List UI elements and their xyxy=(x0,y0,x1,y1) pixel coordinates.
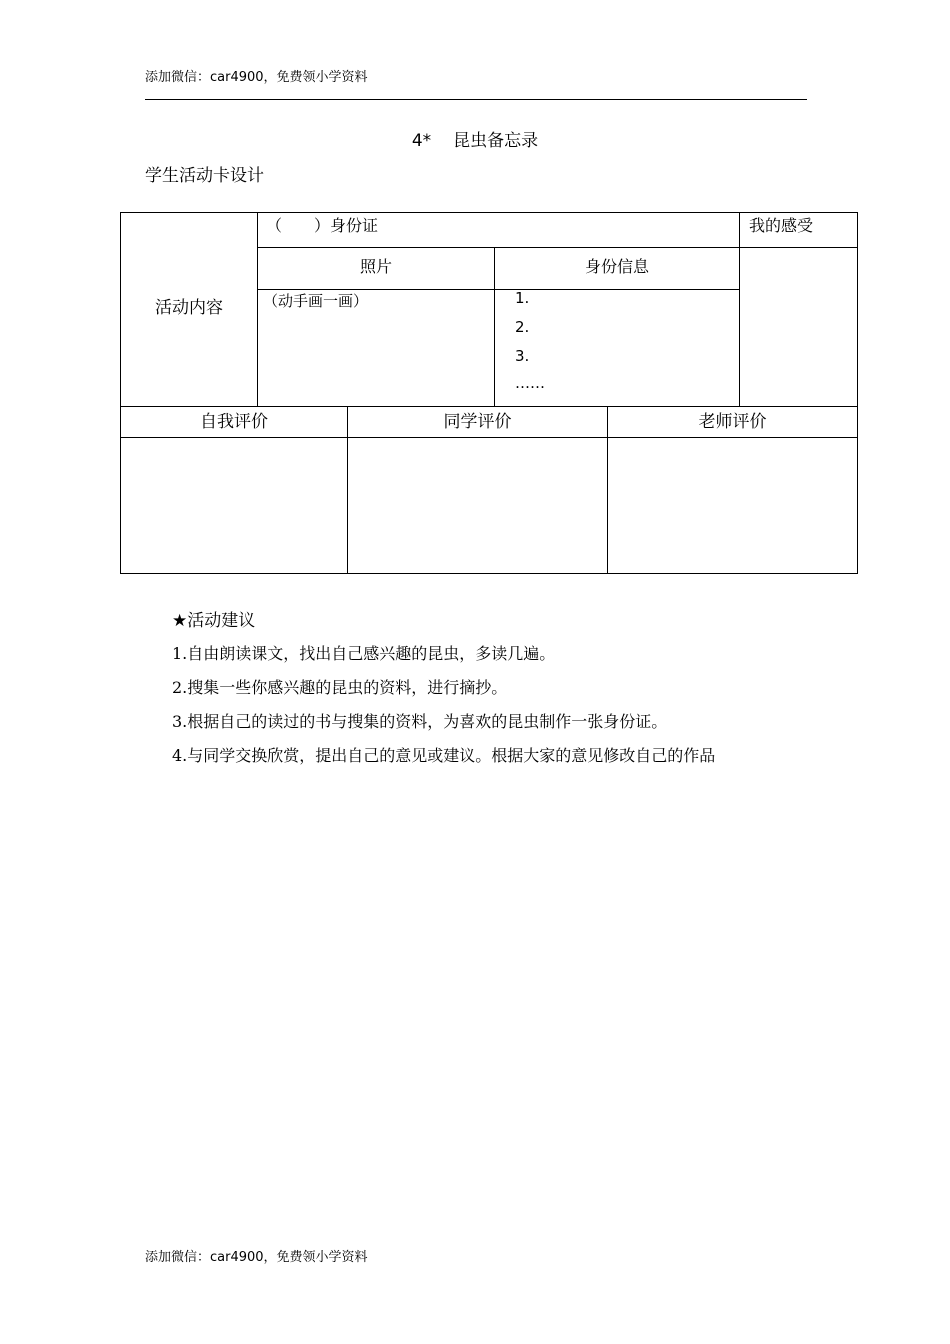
table-divider xyxy=(257,247,858,248)
suggestion-item: 2.搜集一些你感兴趣的昆虫的资料，进行摘抄。 xyxy=(172,678,508,697)
info-item: …… xyxy=(515,374,545,392)
info-item: 1. xyxy=(515,289,530,307)
suggestions-title: ★活动建议 xyxy=(172,611,256,631)
page-title xyxy=(0,126,950,151)
table-border-bottom xyxy=(120,573,858,574)
footer-note: 添加微信：car4900，免费领小学资料 xyxy=(145,1250,368,1265)
table-border-left xyxy=(120,212,121,574)
feelings-label: 我的感受 xyxy=(749,216,814,235)
eval-self-label: 自我评价 xyxy=(200,412,268,432)
lesson-number: 4* xyxy=(411,131,432,151)
page-subtitle: 学生活动卡设计 xyxy=(145,166,264,186)
info-item: 3. xyxy=(515,347,530,365)
header-divider xyxy=(145,99,807,100)
photo-label: 照片 xyxy=(359,257,392,276)
suggestion-item: 1.自由朗读课文，找出自己感兴趣的昆虫，多读几遍。 xyxy=(172,644,556,663)
header-note: 添加微信：car4900，免费领小学资料 xyxy=(145,70,368,85)
photo-hint: （动手画一画） xyxy=(263,292,369,310)
table-border-right xyxy=(857,212,858,574)
suggestion-item: 4.与同学交换欣赏，提出自己的意见或建议。根据大家的意见修改自己的作品 xyxy=(172,746,716,765)
activity-content-label: 活动内容 xyxy=(155,298,223,318)
info-item: 2. xyxy=(515,318,530,336)
table-divider xyxy=(120,437,858,438)
suggestion-item: 3.根据自己的读过的书与搜集的资料，为喜欢的昆虫制作一张身份证。 xyxy=(172,712,668,731)
eval-teacher-label: 老师评价 xyxy=(698,412,767,432)
id-card-title: （ ）身份证 xyxy=(266,216,379,235)
info-label: 身份信息 xyxy=(584,257,649,276)
eval-peer-label: 同学评价 xyxy=(443,412,512,432)
table-border-top xyxy=(120,212,858,213)
lesson-title: 昆虫备忘录 xyxy=(453,131,539,151)
table-divider xyxy=(739,212,740,406)
